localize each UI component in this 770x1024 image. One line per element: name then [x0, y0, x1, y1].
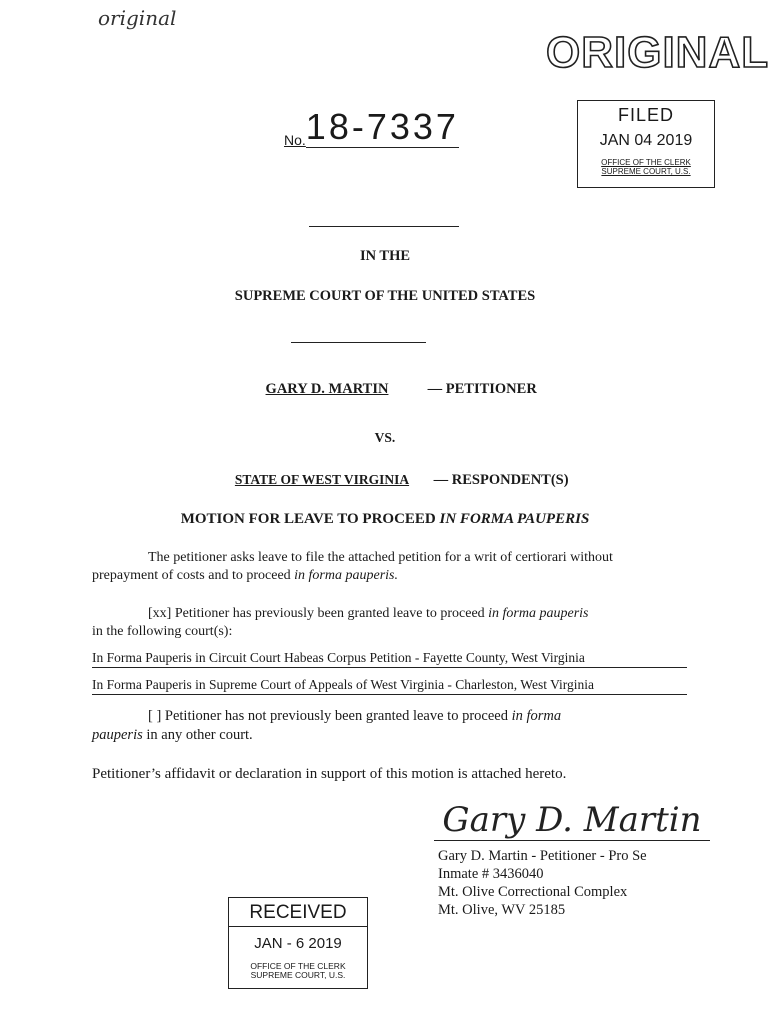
received-office-line1: OFFICE OF THE CLERK	[250, 961, 346, 971]
not-granted-italic1: in forma	[511, 708, 562, 724]
signer-title: Gary D. Martin - Petitioner - Pro Se	[438, 848, 647, 864]
inmate-number: Inmate # 3436040	[438, 866, 544, 882]
facility-name: Mt. Olive Correctional Complex	[438, 884, 628, 900]
para1-line1: The petitioner asks leave to file the attached petition for a writ of certiorari without	[148, 550, 613, 565]
filed-title: FILED	[617, 105, 674, 125]
filed-date: JAN 04 2019	[599, 132, 693, 149]
original-stamp: ORIGINAL	[546, 28, 770, 77]
signature: Gary D. Martin	[434, 800, 710, 841]
not-granted-line2	[92, 726, 253, 744]
petitioner-row	[230, 381, 537, 398]
top-divider	[309, 226, 459, 227]
granted-italic: in forma pauperis	[488, 606, 589, 621]
received-date: JAN - 6 2019	[254, 935, 342, 952]
granted-line2: in the following court(s):	[92, 624, 233, 639]
facility-address: Mt. Olive, WV 25185	[438, 902, 566, 918]
not-granted-line1	[148, 707, 561, 725]
affidavit-statement: Petitioner’s affidavit or declaration in support of this motion is attached hereto.	[92, 766, 567, 782]
not-granted-tail: in any other court.	[142, 727, 253, 743]
court-line-1: In Forma Pauperis in Circuit Court Habeas Corpus Petition - Fayette County, West Virginia	[92, 650, 687, 668]
petitioner-label: — PETITIONER	[427, 381, 537, 397]
filed-office-line2: SUPREME COURT, U.S.	[601, 167, 691, 176]
para1-text: prepayment of costs and to proceed	[92, 568, 295, 583]
docket-number	[284, 106, 459, 148]
received-title: RECEIVED	[229, 902, 367, 927]
filed-office-line1: OFFICE OF THE CLERK	[601, 158, 691, 167]
handwritten-note: original	[98, 6, 177, 30]
respondent-label: — RESPONDENT(S)	[433, 472, 569, 488]
granted-text: [xx] Petitioner has previously been granted leave to proceed	[148, 606, 489, 621]
respondent-row	[222, 472, 569, 489]
versus: VS.	[374, 430, 396, 445]
signature-block	[438, 847, 647, 919]
docket-prefix: No.	[284, 132, 306, 148]
not-granted-italic2: pauperis	[92, 727, 143, 743]
respondent-name: STATE OF WEST VIRGINIA	[234, 472, 410, 487]
court-name: SUPREME COURT OF THE UNITED STATES	[234, 288, 536, 304]
motion-title-plain: MOTION FOR LEAVE TO PROCEED	[180, 511, 440, 527]
motion-title	[0, 511, 770, 528]
granted-line1	[148, 605, 589, 623]
petitioner-name: GARY D. MARTIN	[265, 381, 389, 397]
motion-title-italic: IN FORMA PAUPERIS	[439, 511, 590, 527]
court-line-2: In Forma Pauperis in Supreme Court of Appeals of West Virginia - Charleston, West Virginia	[92, 677, 687, 695]
not-granted-text: [ ] Petitioner has not previously been granted leave to proceed	[148, 708, 512, 724]
in-the-heading: IN THE	[359, 248, 411, 264]
para1-italic: in forma pauperis.	[294, 568, 398, 583]
received-office-line2: SUPREME COURT, U.S.	[250, 970, 346, 980]
docket-value: 18-7337	[305, 106, 459, 147]
para1-line2	[92, 567, 398, 585]
filed-stamp	[577, 100, 715, 188]
middle-divider	[291, 342, 426, 343]
received-stamp	[228, 897, 368, 989]
